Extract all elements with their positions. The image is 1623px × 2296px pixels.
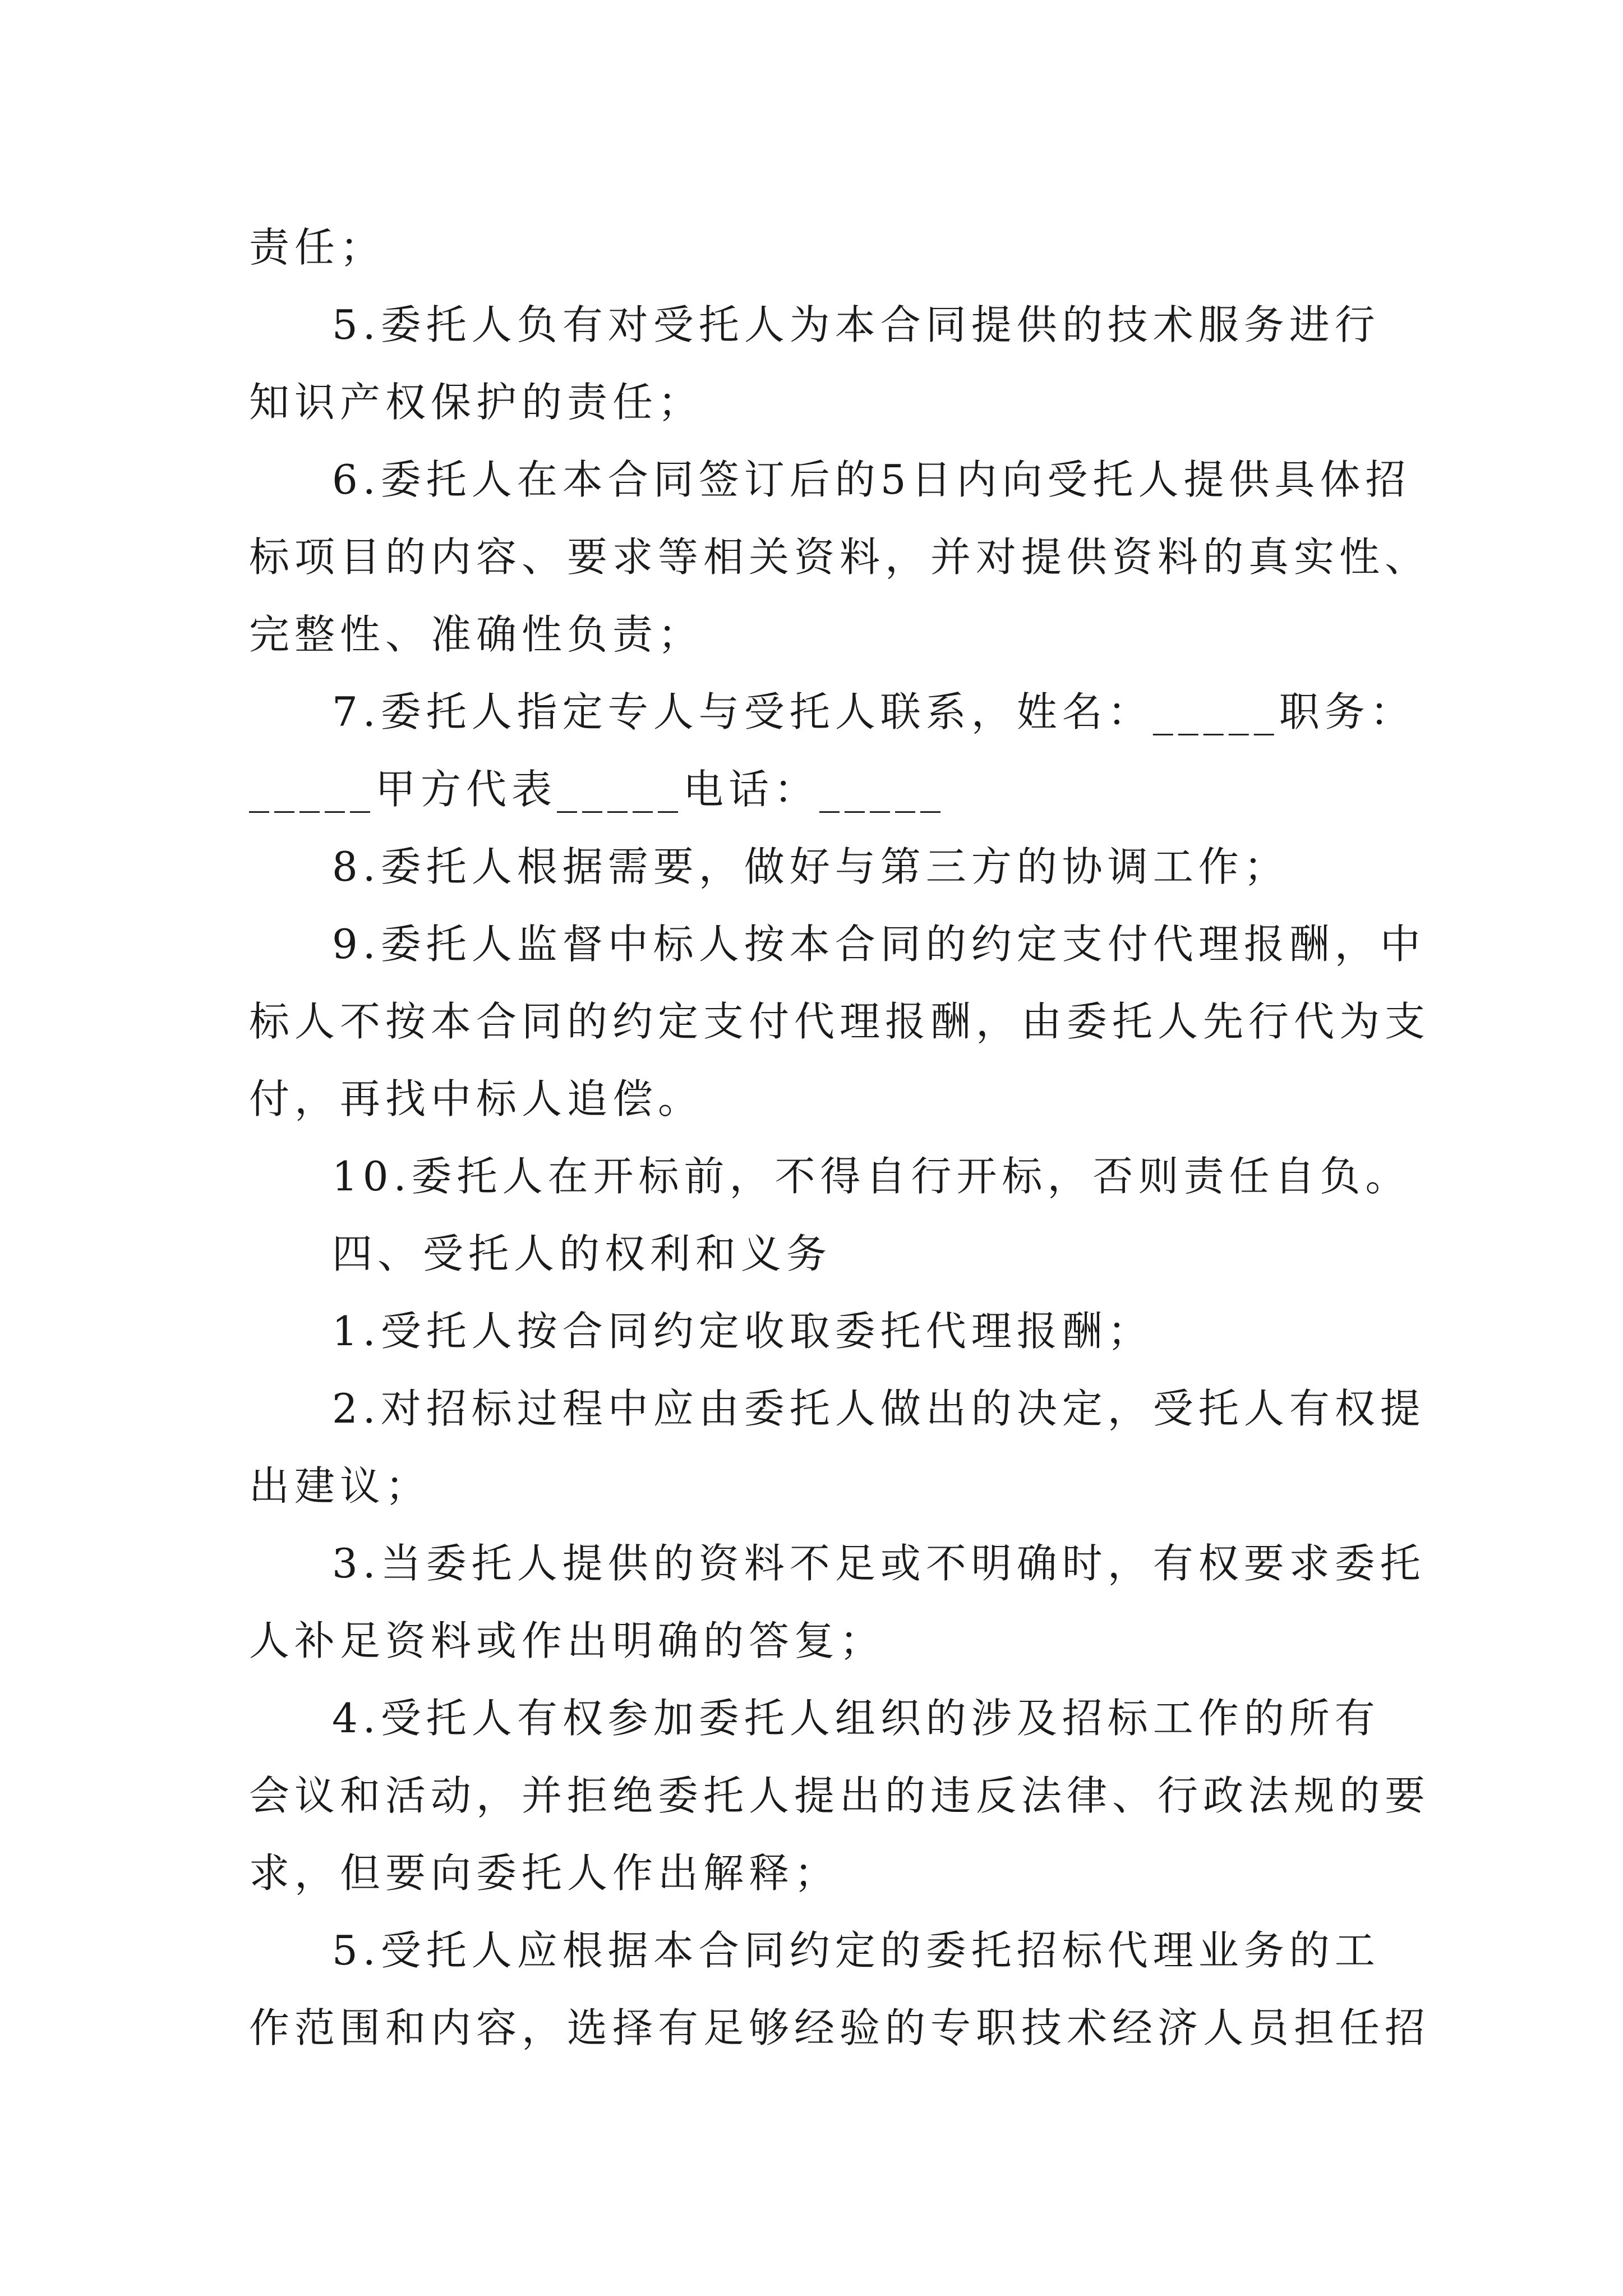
section-heading: 四、受托人的权利和义务 xyxy=(332,1230,832,1277)
text-line: 出建议； xyxy=(249,1462,431,1510)
text-line: 责任； xyxy=(249,224,386,271)
text-line: 9.委托人监督中标人按本合同的约定支付代理报酬，中 xyxy=(332,921,1426,968)
text-line: 知识产权保护的责任； xyxy=(249,379,704,426)
text-line: 5.受托人应根据本合同约定的委托招标代理业务的工 xyxy=(332,1927,1380,1974)
text-line: 会议和活动，并拒绝委托人提出的违反法律、行政法规的要 xyxy=(249,1772,1431,1819)
text-line: 求，但要向委托人作出解释； xyxy=(249,1849,840,1897)
text-line: 2.对招标过程中应由委托人做出的决定，受托人有权提 xyxy=(332,1385,1426,1432)
text-line: 标人不按本合同的约定支付代理报酬，由委托人先行代为支 xyxy=(249,998,1431,1045)
text-line: 作范围和内容，选择有足够经验的专职技术经济人员担任招 xyxy=(249,2004,1431,2051)
text-line: 1.受托人按合同约定收取委托代理报酬； xyxy=(332,1308,1153,1355)
text-line: 6.委托人在本合同签订后的5日内向受托人提供具体招 xyxy=(332,456,1411,503)
text-line: 4.受托人有权参加委托人组织的涉及招标工作的所有 xyxy=(332,1695,1380,1742)
text-line: 完整性、准确性负责； xyxy=(249,611,704,658)
text-line: 标项目的内容、要求等相关资料，并对提供资料的真实性、 xyxy=(249,533,1431,581)
text-line: 10.委托人在开标前，不得自行开标，否则责任自负。 xyxy=(332,1153,1411,1200)
text-line: 付，再找中标人追偿。 xyxy=(249,1075,704,1122)
text-line: 人补足资料或作出明确的答复； xyxy=(249,1617,886,1664)
contract-text-body xyxy=(249,209,1431,2067)
text-line: _____甲方代表_____电话：_____ xyxy=(249,766,946,813)
text-line: 3.当委托人提供的资料不足或不明确时，有权要求委托 xyxy=(332,1540,1426,1587)
text-line: 7.委托人指定专人与受托人联系，姓名：_____职务： xyxy=(332,688,1415,735)
text-line: 5.委托人负有对受托人为本合同提供的技术服务进行 xyxy=(332,301,1380,348)
text-line: 8.委托人根据需要，做好与第三方的协调工作； xyxy=(332,843,1289,890)
